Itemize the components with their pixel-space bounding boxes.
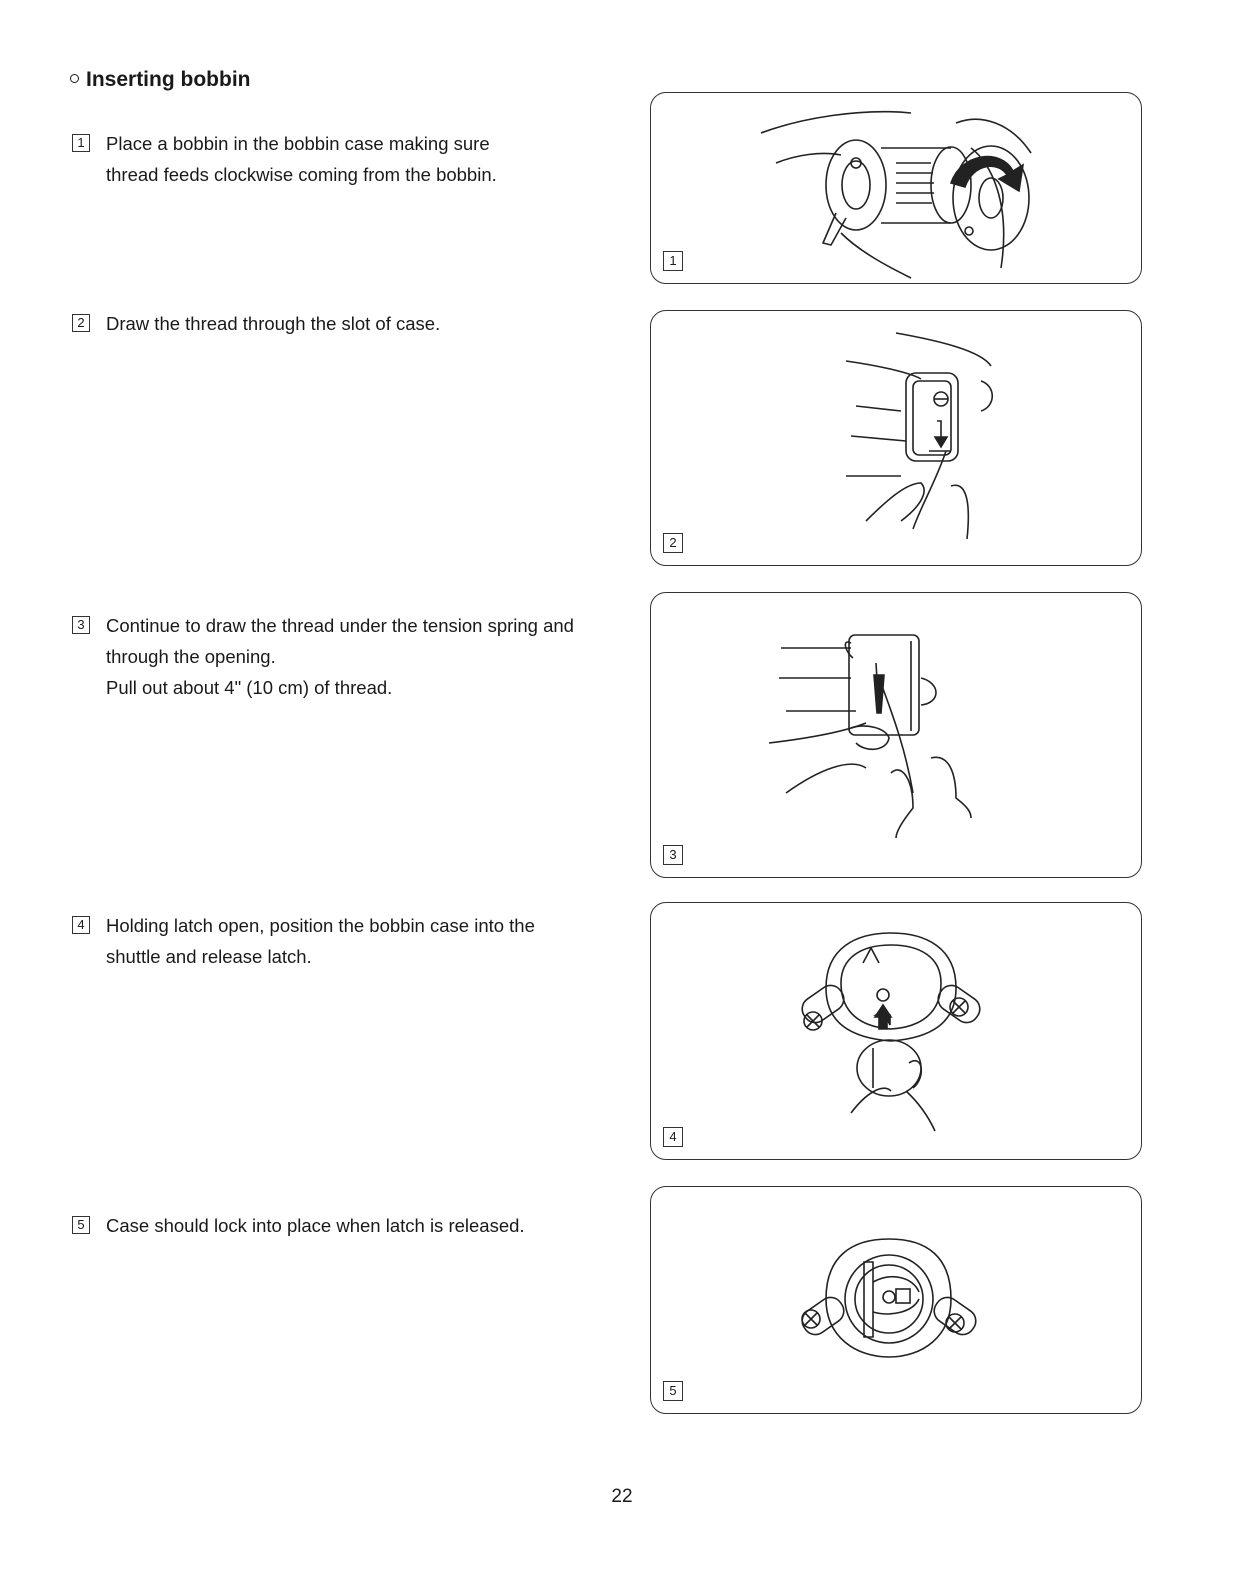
- step-4: [72, 910, 632, 972]
- figure-number-2: 2: [663, 533, 683, 553]
- step-1-line-2: thread feeds clockwise coming from the bobbin.: [106, 164, 497, 185]
- step-4-line-2: shuttle and release latch.: [106, 946, 312, 967]
- step-number-2: 2: [72, 314, 90, 332]
- figure-number-4: 4: [663, 1127, 683, 1147]
- step-3-line-1: Continue to draw the thread under the tension spring and: [106, 615, 574, 636]
- figure-panel-4: [650, 902, 1142, 1160]
- figure-panel-3: [650, 592, 1142, 878]
- step-3-line-2: through the opening.: [106, 646, 276, 667]
- section-heading: [70, 68, 250, 92]
- step-3-line-3: Pull out about 4" (10 cm) of thread.: [106, 677, 393, 698]
- thread-through-slot-illustration: [651, 311, 1143, 567]
- section-heading-text: Inserting bobbin: [86, 68, 251, 91]
- bobbin-into-case-illustration: [651, 93, 1143, 285]
- step-4-line-1: Holding latch open, position the bobbin case into the: [106, 915, 535, 936]
- figure-number-5: 5: [663, 1381, 683, 1401]
- figure-number-1: 1: [663, 251, 683, 271]
- step-5-line-1: Case should lock into place when latch is released.: [106, 1215, 525, 1236]
- tension-spring-illustration: [651, 593, 1143, 879]
- step-number-1: 1: [72, 134, 90, 152]
- step-3: [72, 610, 632, 703]
- step-number-3: 3: [72, 616, 90, 634]
- step-5: [72, 1210, 632, 1241]
- step-1-line-1: Place a bobbin in the bobbin case making sure: [106, 133, 490, 154]
- figure-panel-2: [650, 310, 1142, 566]
- step-number-4: 4: [72, 916, 90, 934]
- step-2-line-1: Draw the thread through the slot of case.: [106, 313, 441, 334]
- page-number: 22: [611, 1486, 633, 1507]
- figure-number-3: 3: [663, 845, 683, 865]
- figure-panel-1: [650, 92, 1142, 284]
- case-locked-illustration: [651, 1187, 1143, 1415]
- step-number-5: 5: [72, 1216, 90, 1234]
- case-into-shuttle-illustration: [651, 903, 1143, 1161]
- step-1: [72, 128, 632, 190]
- bullet-icon: [70, 74, 79, 83]
- figure-panel-5: [650, 1186, 1142, 1414]
- step-2: [72, 308, 632, 339]
